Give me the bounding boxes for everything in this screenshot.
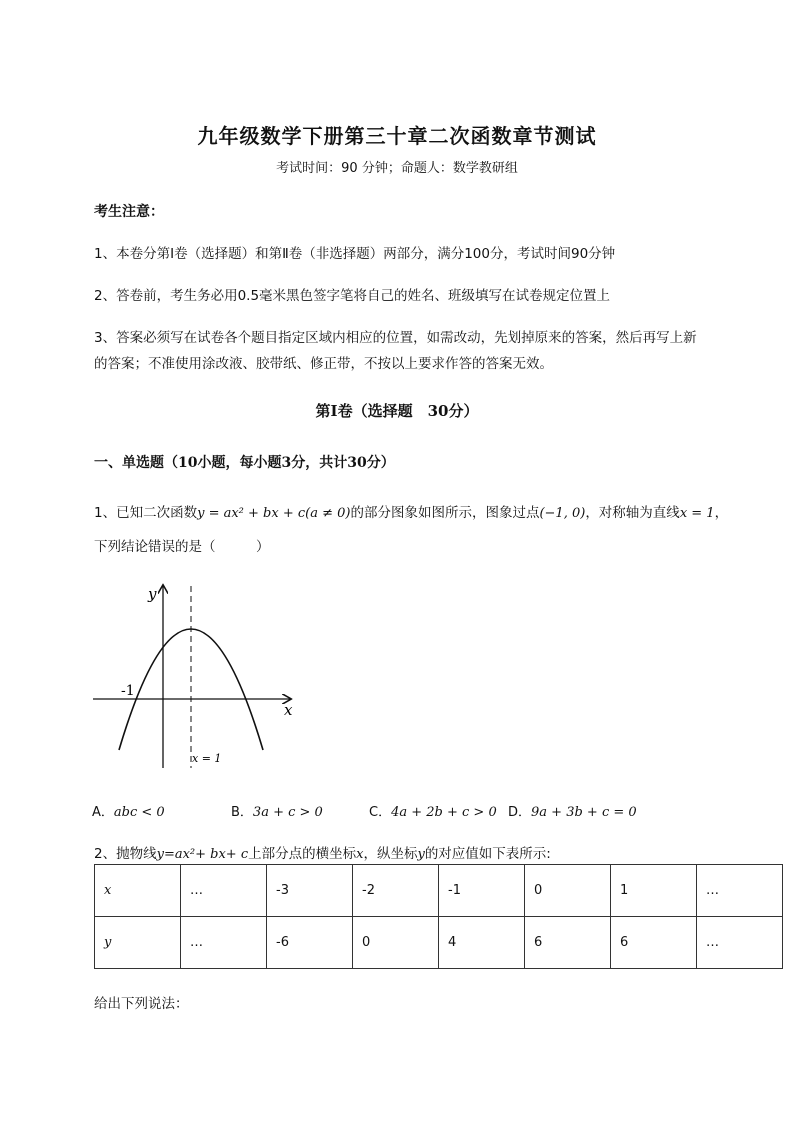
table-cell: 0 xyxy=(353,917,439,969)
table-cell: … xyxy=(697,917,783,969)
row-y-label: y xyxy=(95,917,181,969)
q1-formula: y = ax² + bx + c(a ≠ 0) xyxy=(197,506,351,521)
q1-point: (−1, 0) xyxy=(539,506,586,521)
notice-item-1: 1、本卷分第I卷（选择题）和第Ⅱ卷（非选择题）两部分，满分100分，考试时间90分钟 xyxy=(94,246,616,262)
question-1-line2: 下列结论错误的是（ ） xyxy=(94,539,270,555)
q1-prefix: 1、已知二次函数 xyxy=(94,505,198,521)
option-b-text: 3a + c > 0 xyxy=(252,805,323,820)
option-c[interactable] xyxy=(369,801,497,820)
table-row-x xyxy=(95,865,783,917)
option-d-letter: D． xyxy=(508,805,532,820)
value-table xyxy=(94,864,783,969)
table-cell: 6 xyxy=(525,917,611,969)
q2-prefix: 2、抛物线 xyxy=(94,846,157,862)
option-a-text: abc < 0 xyxy=(113,805,165,820)
q1-parabola-graph xyxy=(88,578,308,778)
y-axis-label: y xyxy=(148,585,157,603)
question-2-after: 给出下列说法： xyxy=(94,996,189,1012)
table-cell: 4 xyxy=(439,917,525,969)
q2-x-var: x xyxy=(356,847,364,862)
q2-middle2: ，纵坐标 xyxy=(363,846,418,862)
x-axis-label: x xyxy=(284,701,293,719)
q2-end: 的对应值如下表所示: xyxy=(424,846,551,862)
option-c-text: 4a + 2b + c > 0 xyxy=(391,805,497,820)
table-cell: 6 xyxy=(611,917,697,969)
notice-item-3: 3、答案必须写在试卷各个题目指定区域内相应的位置，如需改动，先划掉原来的答案，然后再写上新 xyxy=(94,330,697,346)
option-d-text: 9a + 3b + c = 0 xyxy=(531,805,637,820)
q2-y-var: y xyxy=(417,847,425,862)
page-title: 九年级数学下册第三十章二次函数章节测试 xyxy=(197,124,597,148)
table-cell: -2 xyxy=(353,865,439,917)
table-cell: … xyxy=(697,865,783,917)
exam-info: 考试时间：90 分钟；命题人：数学教研组 xyxy=(276,161,518,176)
symmetry-axis-label: x = 1 xyxy=(192,752,222,765)
question-1 xyxy=(94,501,728,521)
option-b-letter: B． xyxy=(231,805,253,820)
option-c-letter: C． xyxy=(369,805,392,820)
neg-one-label: -1 xyxy=(121,683,135,699)
q1-middle2: ，对称轴为直线 xyxy=(585,505,680,521)
q1-axis-eq: x = 1 xyxy=(679,506,715,521)
option-a[interactable] xyxy=(92,801,165,820)
question-2 xyxy=(94,842,551,862)
table-cell: -1 xyxy=(439,865,525,917)
table-cell: … xyxy=(181,917,267,969)
option-a-letter: A． xyxy=(92,805,114,820)
table-cell: 1 xyxy=(611,865,697,917)
section-title: 第I卷（选择题 30分） xyxy=(315,402,479,420)
option-d[interactable] xyxy=(508,801,637,820)
option-b[interactable] xyxy=(231,801,323,820)
table-cell: -3 xyxy=(267,865,353,917)
q1-middle: 的部分图象如图所示，图象过点 xyxy=(350,505,540,521)
table-cell: … xyxy=(181,865,267,917)
q2-middle: 上部分点的横坐标 xyxy=(248,846,357,862)
row-x-label: x xyxy=(95,865,181,917)
notice-item-2: 2、答卷前，考生务必用0.5毫米黑色签字笔将自己的姓名、班级填写在试卷规定位置上 xyxy=(94,288,611,304)
q2-formula: y=ax²+ bx+ c xyxy=(156,847,249,862)
q1-end: ， xyxy=(714,505,729,521)
table-cell: 0 xyxy=(525,865,611,917)
table-row-y xyxy=(95,917,783,969)
table-cell: -6 xyxy=(267,917,353,969)
notice-item-3-cont: 的答案；不准使用涂改液、胶带纸、修正带，不按以上要求作答的答案无效。 xyxy=(94,356,553,372)
part-title: 一、单选题（10小题，每小题3分，共计30分） xyxy=(94,455,395,471)
notice-heading: 考生注意： xyxy=(94,204,164,220)
